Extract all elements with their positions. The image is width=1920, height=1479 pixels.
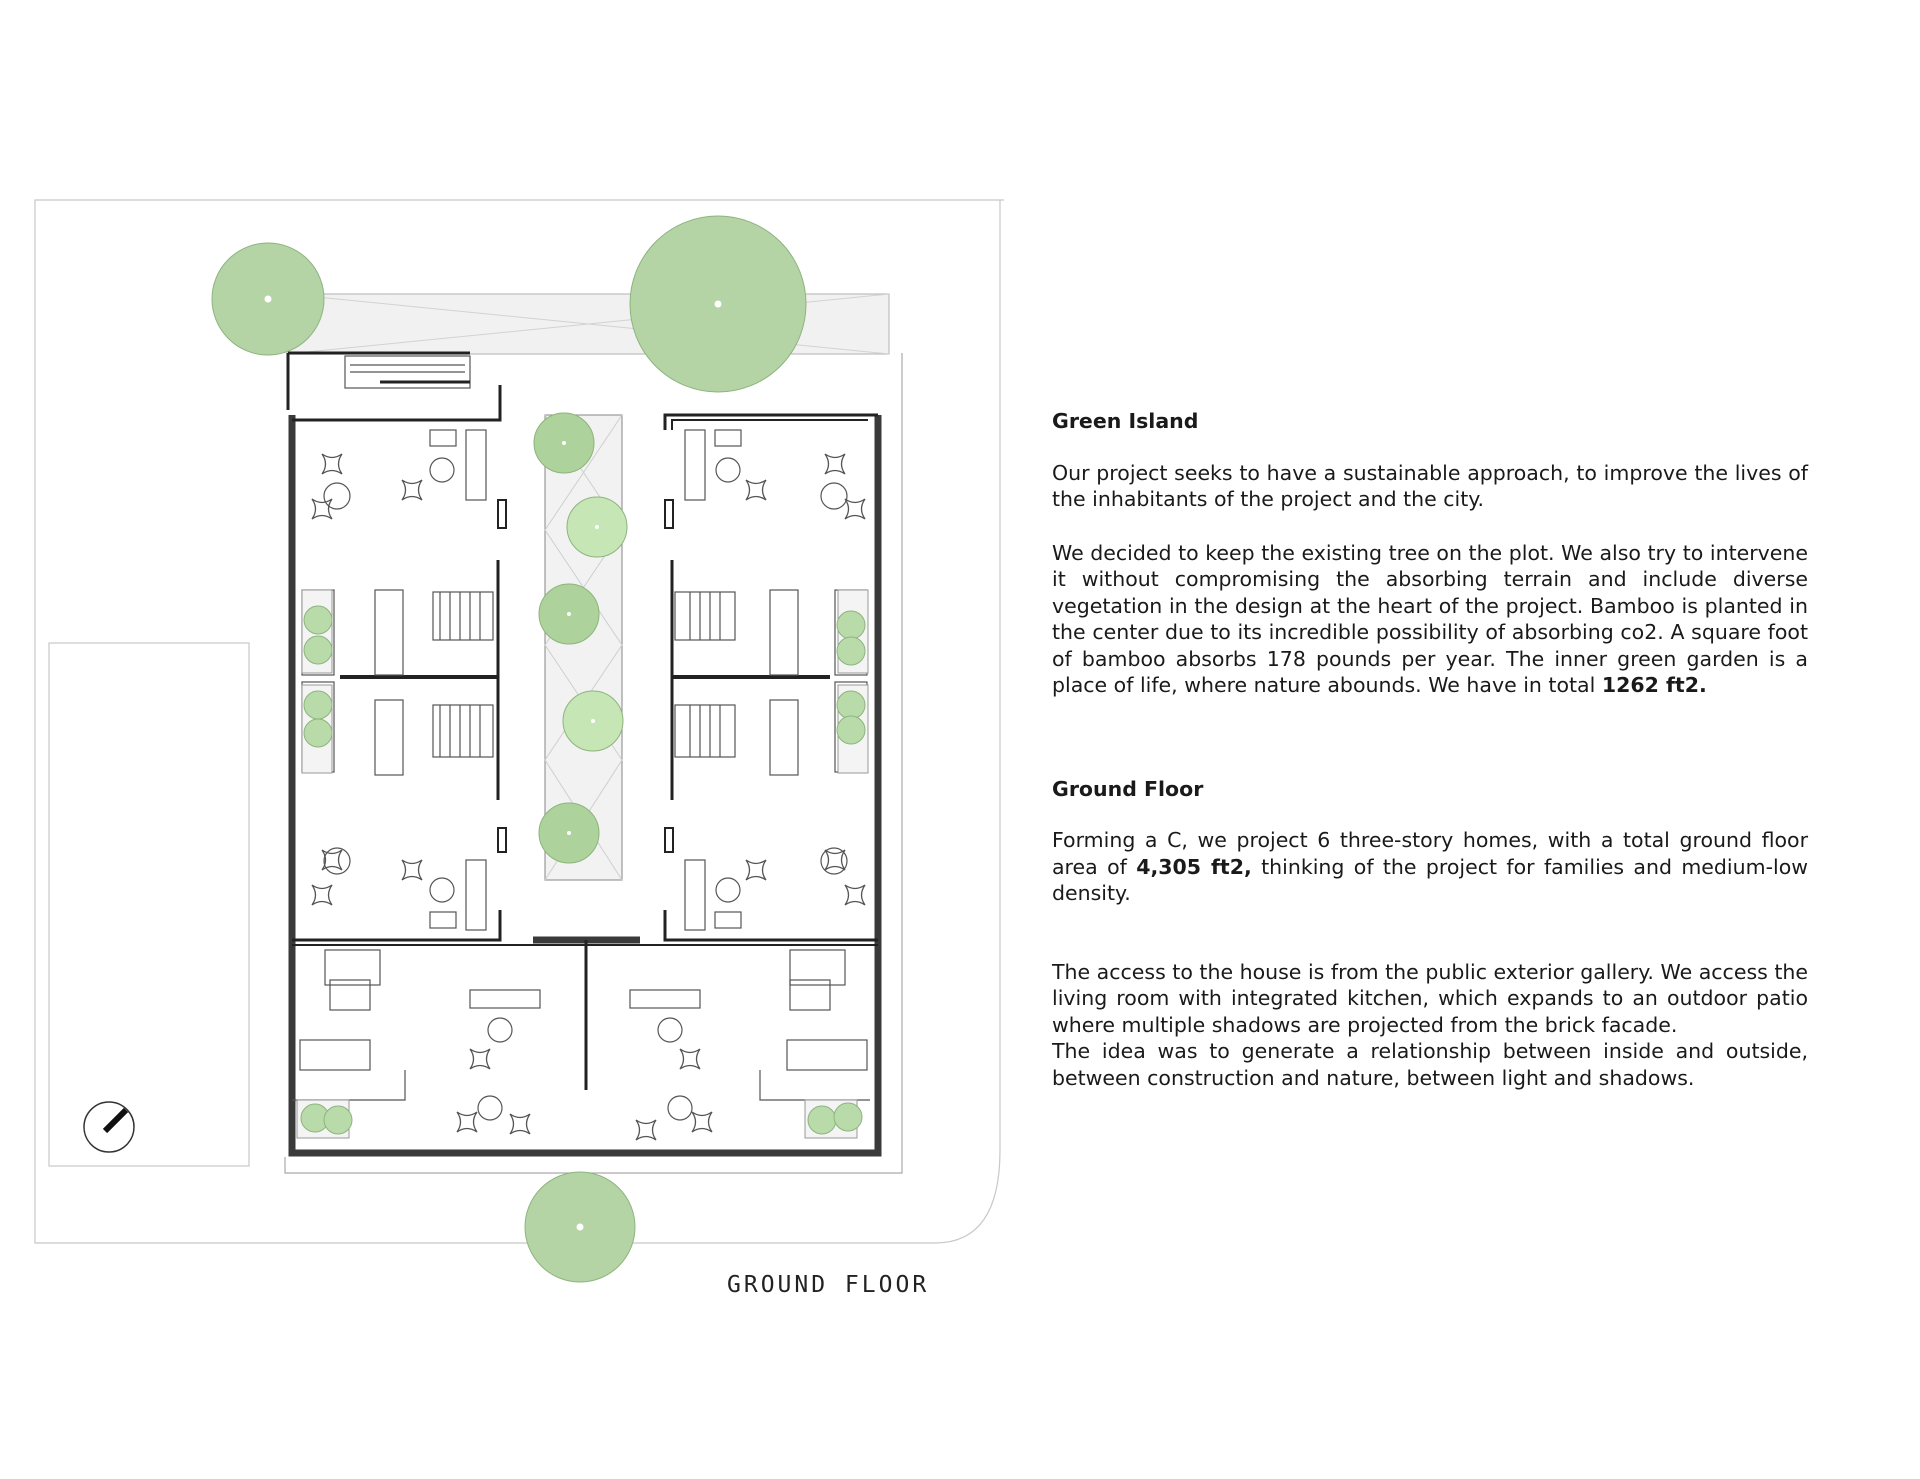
floor-area-value: 4,305 ft2, [1136, 854, 1252, 879]
drawing-title: GROUND FLOOR [727, 1272, 930, 1298]
ground-floor-paragraph-2: The access to the house is from the public exterior gallery. We access the living room with integrated kitchen, which expands to an outdoor patio where multiple shadows are projected from the brick facade. [1052, 959, 1808, 1037]
entry-stair [345, 356, 470, 388]
ground-floor-title: Ground Floor [1052, 776, 1204, 801]
ground-floor-text-pre: Forming a C, we project 6 three-story homes, with a total ground floor area of [1052, 828, 1808, 879]
ground-floor-paragraph-1 [1052, 827, 1808, 907]
green-island-title: Green Island [1052, 409, 1199, 433]
green-island-paragraph-2 [1052, 540, 1808, 699]
bottom-units [292, 940, 878, 1140]
green-island-paragraph-1: Our project seeks to have a sustainable approach, to improve the lives of the inhabitants of the project and the city. [1052, 460, 1808, 511]
description-panel [1052, 408, 1808, 1118]
north-arrow-icon [84, 1102, 134, 1152]
green-area-value: 1262 ft2. [1601, 673, 1707, 697]
ground-floor-paragraph-3: The idea was to generate a relationship between inside and outside, between construction and nature, between light and shadows. [1052, 1039, 1808, 1090]
green-island-text: We decided to keep the existing tree on the plot. We also try to intervene it without compromising the absorbing terrain and include diverse vegetation in the design at the heart of the project. Bamboo is planted in the center due to its incredible possibility of absorbing co2. A square foot of bamboo absorbs 178 pounds per year. The inner green garden is a place of life, where nature abounds. We have in total [1052, 540, 1808, 697]
right-units [665, 415, 878, 940]
ground-floor-plan [0, 0, 1020, 1330]
ground-floor-text-post: thinking of the project for families and medium-low density. [1052, 854, 1808, 905]
